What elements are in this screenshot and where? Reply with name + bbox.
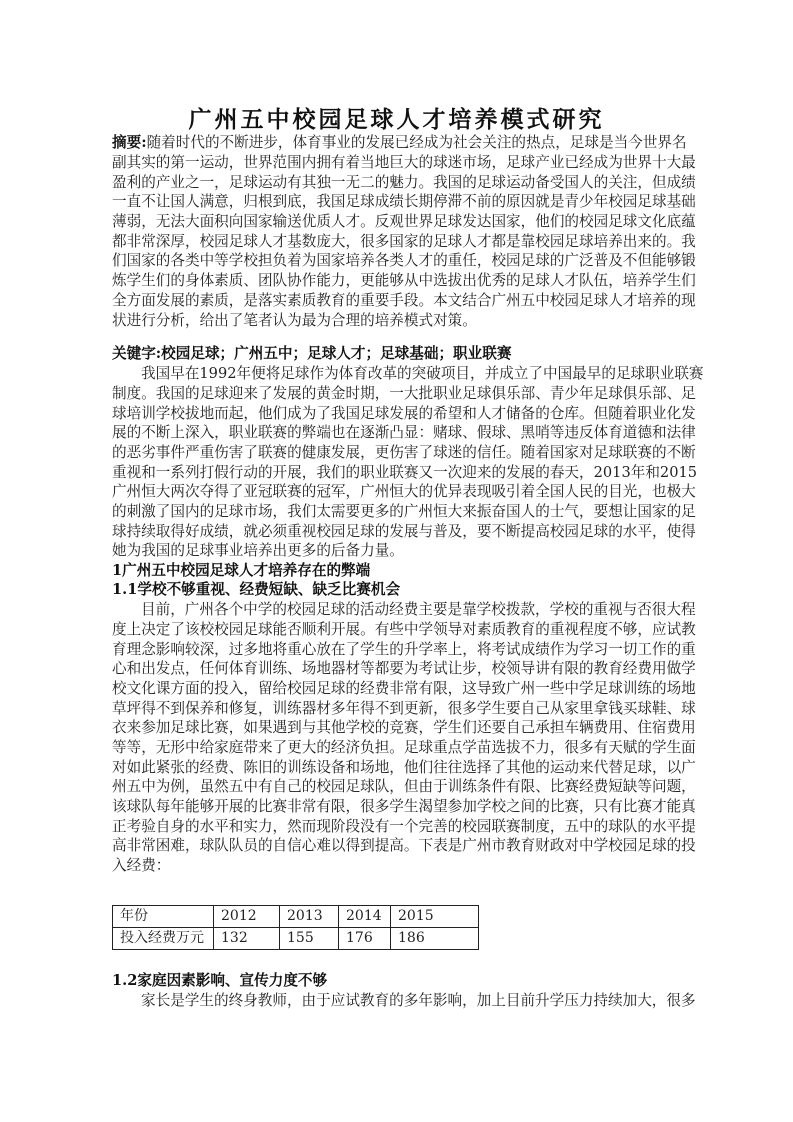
paragraph-line: 重视和一系列打假行动的开展，我们的职业联赛又一次迎来的发展的春天，2013年和2015 bbox=[112, 464, 698, 481]
table-cell: 186 bbox=[391, 928, 479, 950]
paragraph-line: 草坪得不到保养和修复，训练器材多年得不到更新，很多学生要自己从家里拿钱买球鞋、球 bbox=[112, 700, 696, 717]
abstract-line: 都非常深厚，校园足球人才基数庞大，很多国家的足球人才都是靠校园足球培养出来的。我 bbox=[112, 233, 696, 250]
keywords-label: 关键字: bbox=[112, 345, 162, 362]
paragraph-line: 的恶劣事件严重伤害了联赛的健康发展，更伤害了球迷的信任。随着国家对足球联赛的不断 bbox=[112, 444, 696, 461]
paragraph-line: 我国早在1992年便将足球作为体育改革的突破项目，并成立了中国最早的足球职业联赛 bbox=[141, 365, 704, 382]
abstract-line: 薄弱，无法大面积向国家输送优质人才。反观世界足球发达国家，他们的校园足球文化底蕴 bbox=[112, 213, 696, 230]
abstract-line: 一直不让国人满意，归根到底，我国足球成绩长期停滞不前的原因就是青少年校园足球基础 bbox=[112, 193, 696, 210]
paragraph-line: 校文化课方面的投入，留给校园足球的经费非常有限，这导致广州一些中学足球训练的场地 bbox=[112, 680, 696, 697]
paragraph-line: 球持续取得好成绩，就必须重视校园足球的发展与普及，要不断提高校园足球的水平，使得 bbox=[112, 523, 696, 540]
abstract-line: 盈利的产业之一，足球运动有其独一无二的魅力。我国的足球运动备受国人的关注，但成绩 bbox=[112, 174, 696, 191]
subsection-heading: 1.2家庭因素影响、宣传力度不够 bbox=[112, 972, 328, 989]
abstract-line: 炼学生们的身体素质、团队协作能力，更能够从中选拔出优秀的足球人才队伍，培养学生们 bbox=[112, 272, 696, 289]
paragraph-line: 高非常困难，球队队员的自信心难以得到提高。下表是广州市教育财政对中学校园足球的投 bbox=[112, 837, 696, 854]
paragraph-line: 展的不断上深入，职业联赛的弊端也在逐渐凸显：赌球、假球、黑哨等违反体育道德和法律 bbox=[112, 424, 696, 441]
paragraph-line: 入经费： bbox=[112, 857, 171, 874]
abstract-line: 副其实的第一运动，世界范围内拥有着当地巨大的球迷市场，足球产业已经成为世界十大最 bbox=[112, 154, 696, 171]
table-cell: 176 bbox=[339, 928, 391, 950]
paragraph-line: 正考验自身的水平和实力，然而现阶段没有一个完善的校园联赛制度，五中的球队的水平提 bbox=[112, 818, 696, 835]
subsection-heading: 1.1学校不够重视、经费短缺、缺乏比赛机会 bbox=[112, 581, 401, 598]
section-heading: 1广州五中校园足球人才培养存在的弊端 bbox=[112, 562, 371, 579]
abstract-line: 摘要:随着时代的不断进步，体育事业的发展已经成为社会关注的热点，足球是当今世界名 bbox=[112, 134, 687, 151]
paragraph-line: 等等，无形中给家庭带来了更大的经济负担。足球重点学苗选拔不力，很多有天赋的学生面 bbox=[112, 739, 696, 756]
table-cell: 155 bbox=[280, 928, 339, 950]
table-row bbox=[113, 928, 479, 950]
table-cell: 2015 bbox=[391, 906, 479, 928]
paragraph-line: 的刺激了国内的足球市场，我们太需要更多的广州恒大来振奋国人的士气，要想让国家的足 bbox=[112, 503, 696, 520]
document-title: 广州五中校园足球人才培养模式研究 bbox=[188, 106, 605, 133]
paragraph-line: 家长是学生的终身教师，由于应试教育的多年影响，加上目前升学压力持续加大，很多 bbox=[141, 992, 696, 1009]
table-header-row bbox=[113, 906, 479, 928]
table-cell: 投入经费万元 bbox=[113, 928, 214, 950]
table-cell: 2014 bbox=[339, 906, 391, 928]
funding-table bbox=[112, 905, 479, 950]
abstract-label: 摘要: bbox=[112, 134, 147, 151]
paragraph-line: 球培训学校拔地而起，他们成为了我国足球发展的希望和人才储备的仓库。但随着职业化发 bbox=[112, 405, 696, 422]
table-cell: 年份 bbox=[113, 906, 214, 928]
abstract-line: 全方面发展的素质，是落实素质教育的重要手段。本文结合广州五中校园足球人才培养的现 bbox=[112, 292, 696, 309]
table-cell: 2012 bbox=[214, 906, 280, 928]
paragraph-line: 广州恒大两次夺得了亚冠联赛的冠军，广州恒大的优异表现吸引着全国人民的目光，也极大 bbox=[112, 483, 696, 500]
keywords bbox=[112, 344, 511, 364]
paragraph-line: 制度。我国的足球迎来了发展的黄金时期，一大批职业足球俱乐部、青少年足球俱乐部、足 bbox=[112, 385, 696, 402]
paragraph-line: 该球队每年能够开展的比赛非常有限，很多学生渴望参加学校之间的比赛，只有比赛才能真 bbox=[112, 798, 696, 815]
paragraph-line: 州五中为例，虽然五中有自己的校园足球队，但由于训练条件有限、比赛经费短缺等问题， bbox=[112, 778, 696, 795]
paragraph-line: 心和出发点，任何体育训练、场地器材等都要为考试让步，校领导讲有限的教育经费用做学 bbox=[112, 660, 696, 677]
paragraph-line: 度上决定了该校校园足球能否顺利开展。有些中学领导对素质教育的重视程度不够，应试教 bbox=[112, 621, 696, 638]
table-cell: 132 bbox=[214, 928, 280, 950]
paragraph-line: 对如此紧张的经费、陈旧的训练设备和场地，他们往往选择了其他的运动来代替足球，以广 bbox=[112, 759, 696, 776]
paragraph-line: 育理念影响较深，过多地将重心放在了学生的升学率上，将考试成绩作为学习一切工作的重 bbox=[112, 641, 696, 658]
abstract-line: 状进行分析，给出了笔者认为最为合理的培养模式对策。 bbox=[112, 312, 477, 329]
paragraph-line: 她为我国的足球事业培养出更多的后备力量。 bbox=[112, 542, 404, 559]
paragraph-line: 目前，广州各个中学的校园足球的活动经费主要是靠学校拨款，学校的重视与否很大程 bbox=[141, 601, 696, 618]
keywords-text: 校园足球；广州五中；足球人才；足球基础；职业联赛 bbox=[161, 345, 512, 362]
table-cell: 2013 bbox=[280, 906, 339, 928]
abstract-line: 们国家的各类中等学校担负着为国家培养各类人才的重任，校园足球的广泛普及不但能够锻 bbox=[112, 252, 696, 269]
paragraph-line: 衣来参加足球比赛，如果遇到与其他学校的竞赛，学生们还要自己承担车辆费用、住宿费用 bbox=[112, 719, 696, 736]
